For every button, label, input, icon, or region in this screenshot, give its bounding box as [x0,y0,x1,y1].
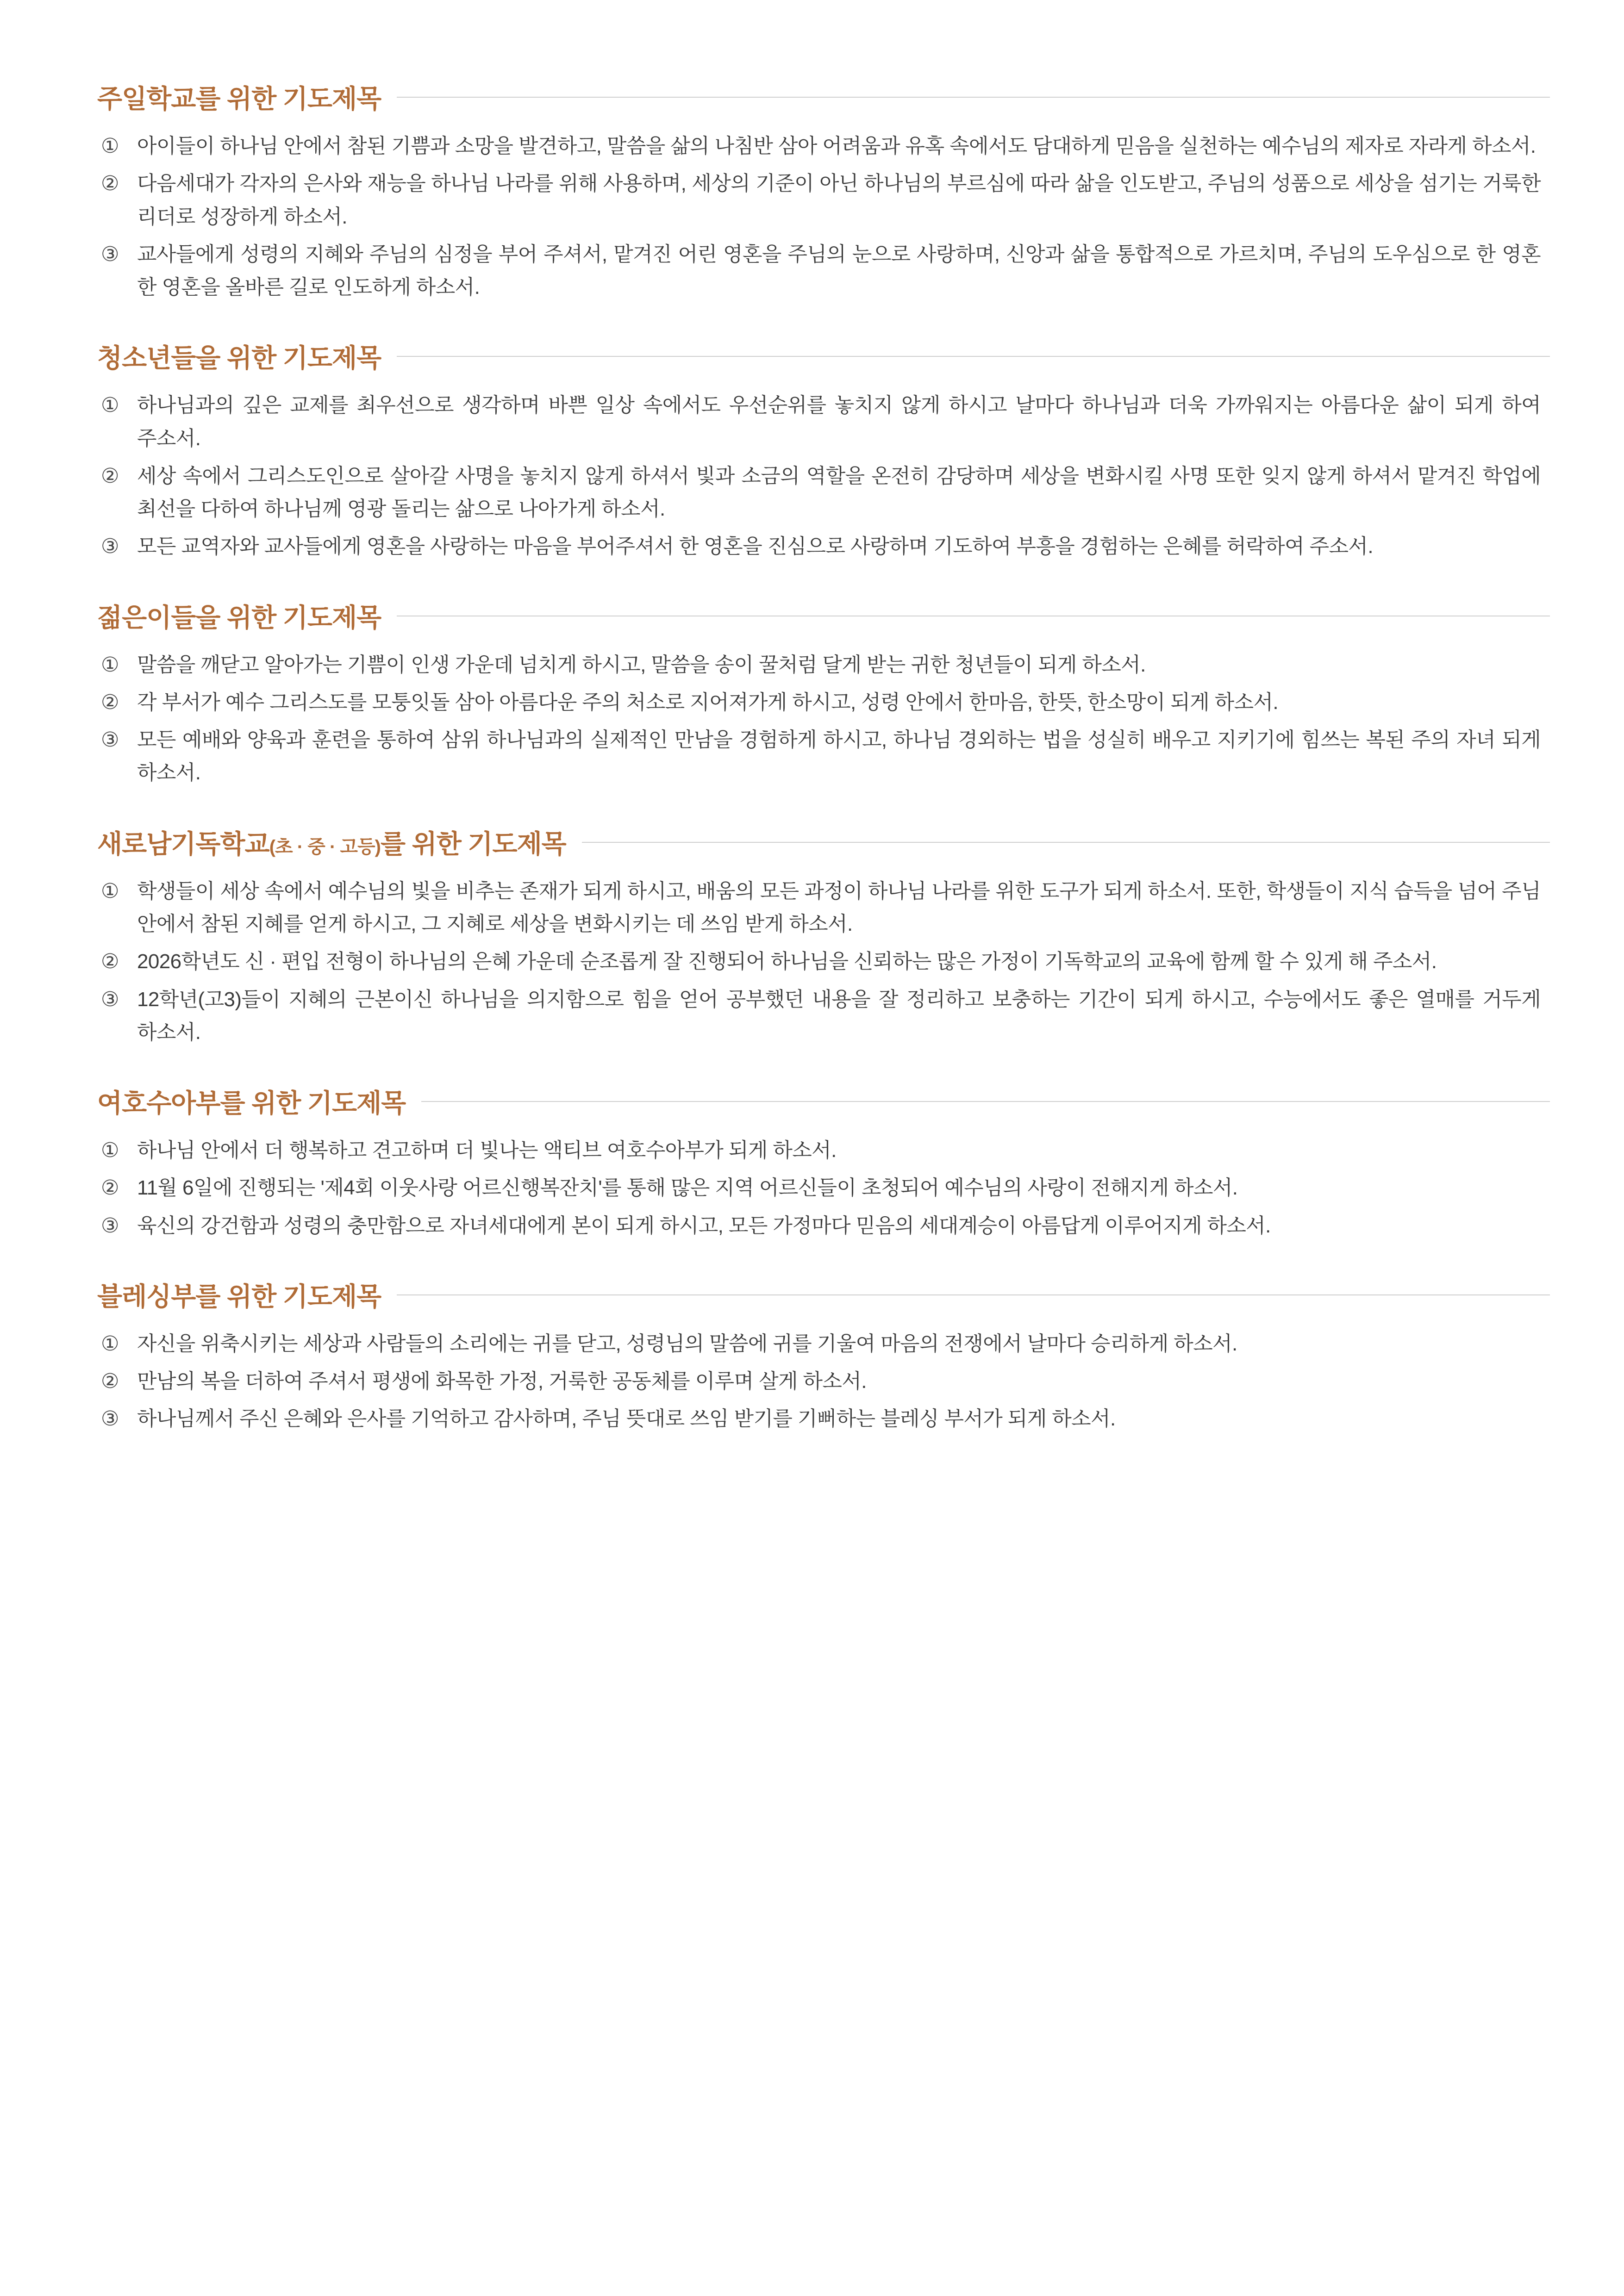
prayer-section [97,79,1550,304]
prayer-section [97,1276,1550,1436]
list-item [101,530,1550,563]
item-text: 세상 속에서 그리스도인으로 살아갈 사명을 놓치지 않게 하셔서 빛과 소금의 역할을 온전히 감당하며 세상을 변화시킬 사명 또한 잊지 않게 하셔서 맡겨진 학업에 최선을 다하여 하나님께 영광 돌리는 삶으로 나아가게 하소서. [137,464,1541,521]
section-title-sub: (초 · 중 · 고등) [269,836,381,857]
item-number: ③ [101,1214,119,1237]
section-title-tail: 를 위한 기도제목 [380,829,566,859]
section-divider [421,1101,1550,1102]
list-item [101,875,1550,941]
list-item [101,983,1550,1049]
prayer-item-list [97,1134,1550,1242]
section-title [97,824,566,861]
list-item [101,945,1550,978]
item-text: 각 부서가 예수 그리스도를 모퉁잇돌 삼아 아름다운 주의 처소로 지어져가게 하시고, 성령 안에서 한마음, 한뜻, 한소망이 되게 하소서. [137,691,1279,714]
prayer-item-list [97,389,1550,563]
section-header [97,1083,1550,1120]
list-item [101,1134,1550,1167]
section-divider [397,356,1550,357]
item-number: ① [101,653,119,676]
section-title: 여호수아부를 위한 기도제목 [97,1089,406,1118]
item-number: ① [101,1139,119,1162]
item-number: ③ [101,243,119,266]
item-number: ② [101,1176,119,1200]
prayer-item-list [97,130,1550,304]
item-text: 육신의 강건함과 성령의 충만함으로 자녀세대에게 본이 되게 하시고, 모든 가정마다 믿음의 세대계승이 아름답게 이루어지게 하소서. [137,1214,1271,1237]
section-header [97,1276,1550,1313]
item-text: 모든 예배와 양육과 훈련을 통하여 삼위 하나님과의 실제적인 만남을 경험하게 하시고, 하나님 경외하는 법을 성실히 배우고 지키기에 힘쓰는 복된 주의 자녀 되게 하소서. [137,728,1541,784]
item-number: ③ [101,988,119,1011]
section-title: 청소년들을 위한 기도제목 [97,343,381,373]
prayer-section [97,824,1550,1049]
section-title-main: 새로남기독학교 [97,829,269,859]
section-header [97,338,1550,375]
item-text: 학생들이 세상 속에서 예수님의 빛을 비추는 존재가 되게 하시고, 배움의 모든 과정이 하나님 나라를 위한 도구가 되게 하소서. 또한, 학생들이 지식 습득을 넘어 주님 안에서 참된 지혜를 얻게 하시고, 그 지혜로 세상을 변화시키는 데 쓰임 받게 하소서. [137,879,1541,935]
prayer-item-list [97,648,1550,790]
item-text: 모든 교역자와 교사들에게 영혼을 사랑하는 마음을 부어주셔서 한 영혼을 진심으로 사랑하며 기도하여 부흥을 경험하는 은혜를 허락하여 주소서. [137,535,1373,558]
item-text: 자신을 위축시키는 세상과 사람들의 소리에는 귀를 닫고, 성령님의 말씀에 귀를 기울여 마음의 전쟁에서 날마다 승리하게 하소서. [137,1332,1237,1355]
list-item [101,648,1550,681]
section-title: 젊은이들을 위한 기도제목 [97,603,381,632]
list-item [101,460,1550,526]
item-text: 11월 6일에 진행되는 '제4회 이웃사랑 어르신행복잔치'를 통해 많은 지역 어르신들이 초청되어 예수님의 사랑이 전해지게 하소서. [137,1176,1238,1200]
item-number: ② [101,464,119,487]
list-item [101,686,1550,719]
section-divider [397,97,1550,98]
list-item [101,723,1550,790]
section-title: 주일학교를 위한 기도제목 [97,84,381,113]
item-text: 아이들이 하나님 안에서 참된 기쁨과 소망을 발견하고, 말씀을 삶의 나침반 삼아 어려움과 유혹 속에서도 담대하게 믿음을 실천하는 예수님의 제자로 자라게 하소서. [137,135,1536,157]
item-number: ③ [101,728,119,752]
prayer-section [97,338,1550,563]
section-header [97,597,1550,635]
item-text: 만남의 복을 더하여 주셔서 평생에 화목한 가정, 거룩한 공동체를 이루며 살게 하소서. [137,1370,867,1393]
item-text: 교사들에게 성령의 지혜와 주님의 심정을 부어 주셔서, 맡겨진 어린 영혼을 주님의 눈으로 사랑하며, 신앙과 삶을 통합적으로 가르치며, 주님의 도우심으로 한 영혼 한 영혼을 올바른 길로 인도하게 하소서. [137,243,1541,299]
item-text: 12학년(고3)들이 지혜의 근본이신 하나님을 의지함으로 힘을 얻어 공부했던 내용을 잘 정리하고 보충하는 기간이 되게 하시고, 수능에서도 좋은 열매를 거두게 하소서. [137,988,1541,1044]
list-item [101,167,1550,233]
item-number: ③ [101,1407,119,1431]
item-number: ① [101,1332,119,1355]
item-number: ① [101,394,119,417]
list-item [101,389,1550,455]
section-header [97,79,1550,116]
item-text: 하나님께서 주신 은혜와 은사를 기억하고 감사하며, 주님 뜻대로 쓰임 받기를 기뻐하는 블레싱 부서가 되게 하소서. [137,1407,1116,1431]
item-text: 하나님과의 깊은 교제를 최우선으로 생각하며 바쁜 일상 속에서도 우선순위를 놓치지 않게 하시고 날마다 하나님과 더욱 가까워지는 아름다운 삶이 되게 하여 주소서. [137,394,1541,450]
section-divider [397,1294,1550,1295]
item-number: ① [101,879,119,902]
prayer-item-list [97,875,1550,1049]
item-number: ③ [101,535,119,558]
item-number: ② [101,1370,119,1393]
list-item [101,1402,1550,1435]
list-item [101,1327,1550,1360]
item-number: ① [101,135,119,157]
item-text: 다음세대가 각자의 은사와 재능을 하나님 나라를 위해 사용하며, 세상의 기준이 아닌 하나님의 부르심에 따라 삶을 인도받고, 주님의 성품으로 세상을 섬기는 거룩한 리더로 성장하게 하소서. [137,172,1541,228]
item-text: 말씀을 깨닫고 알아가는 기쁨이 인생 가운데 넘치게 하시고, 말씀을 송이 꿀처럼 달게 받는 귀한 청년들이 되게 하소서. [137,653,1146,676]
section-divider [582,842,1550,843]
prayer-section [97,597,1550,790]
list-item [101,238,1550,304]
item-number: ② [101,172,119,195]
section-header [97,824,1550,861]
prayer-item-list [97,1327,1550,1436]
list-item [101,130,1550,162]
list-item [101,1171,1550,1204]
section-title: 블레싱부를 위한 기도제목 [97,1282,381,1311]
prayer-section [97,1083,1550,1242]
item-number: ② [101,691,119,714]
list-item [101,1365,1550,1398]
item-text: 하나님 안에서 더 행복하고 견고하며 더 빛나는 액티브 여호수아부가 되게 하소서. [137,1139,837,1162]
list-item [101,1209,1550,1242]
item-number: ② [101,950,119,973]
item-text: 2026학년도 신 · 편입 전형이 하나님의 은혜 가운데 순조롭게 잘 진행되어 하나님을 신뢰하는 많은 가정이 기독학교의 교육에 함께 할 수 있게 해 주소서. [137,950,1437,973]
